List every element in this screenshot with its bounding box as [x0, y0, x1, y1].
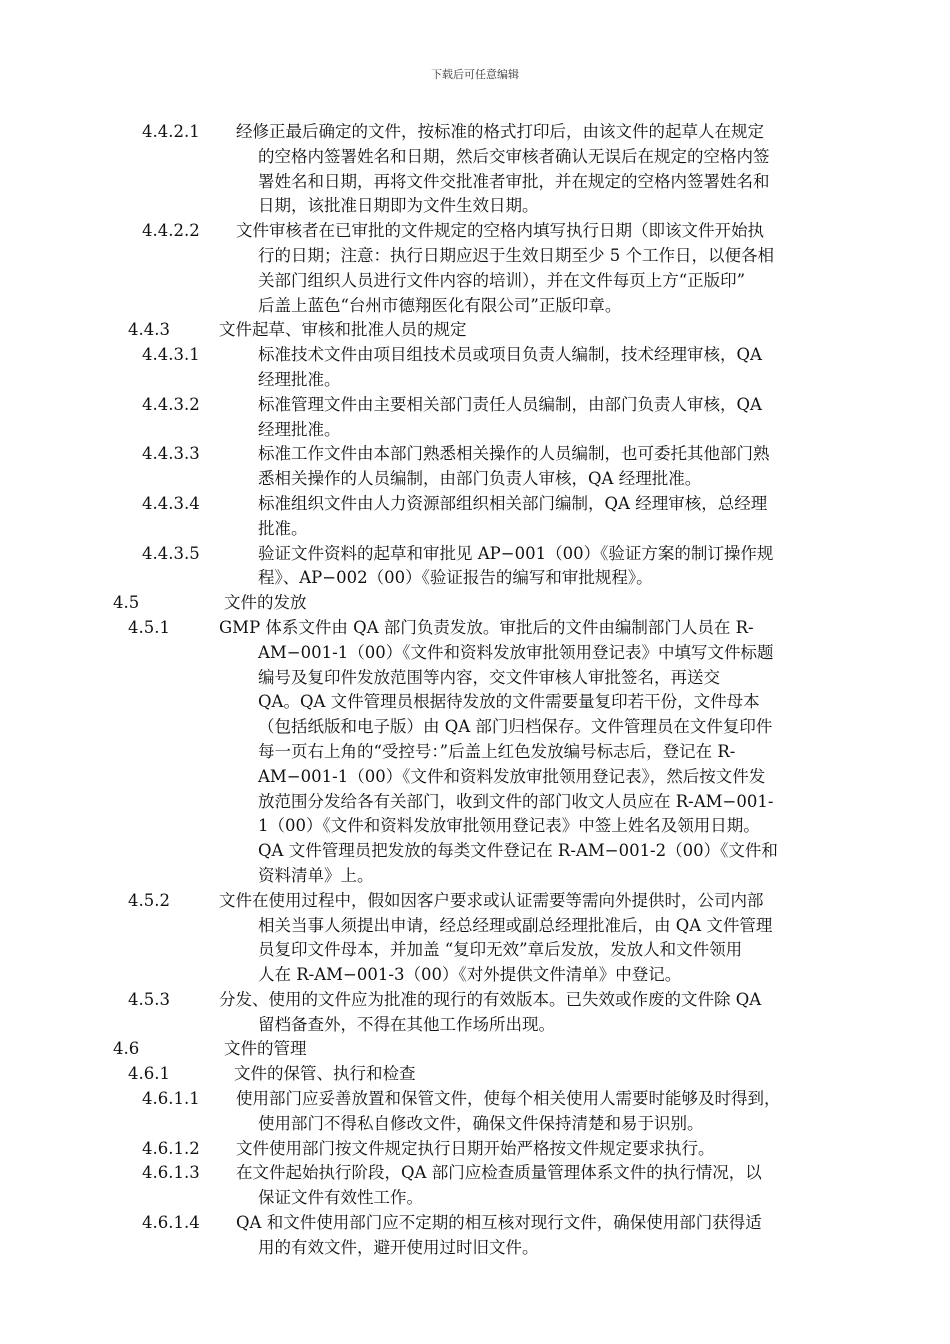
section-text: 文件审核者在已审批的文件规定的空格内填写执行日期（即该文件开始执 — [236, 221, 764, 241]
section-text-continuation: 署姓名和日期，再将文件交批准者审批，并在规定的空格内签署姓名和 — [258, 171, 770, 191]
section-number: 4.6.1 — [128, 1064, 170, 1084]
section-item — [0, 1037, 950, 1062]
section-text-continuation: 用的有效文件，避开使用过时旧文件。 — [258, 1237, 539, 1257]
section-text: GMP 体系文件由 QA 部门负责发放。审批后的文件由编制部门人员在 R- — [219, 617, 754, 637]
section-text: 验证文件资料的起草和审批见 AP−001（00）《验证方案的制订操作规 — [258, 543, 774, 563]
section-number: 4.4.3.4 — [142, 493, 200, 513]
section-number: 4.4.2.2 — [142, 221, 200, 241]
section-number: 4.5.1 — [128, 617, 170, 637]
section-item — [0, 1137, 950, 1162]
section-text-continuation: 经理批准。 — [258, 419, 341, 439]
section-item — [0, 889, 950, 988]
section-number: 4.4.3 — [128, 320, 170, 340]
section-text-continuation: 程》、AP−002（00）《验证报告的编写和审批规程》。 — [258, 568, 653, 588]
section-text: 经修正最后确定的文件，按标准的格式打印后，由该文件的起草人在规定 — [236, 122, 764, 141]
section-item — [0, 492, 950, 542]
section-number: 4.6.1.2 — [142, 1138, 200, 1158]
section-text: 文件的保管、执行和检查 — [234, 1064, 416, 1084]
section-text: 在文件起始执行阶段，QA 部门应检查质量管理体系文件的执行情况，以 — [236, 1163, 762, 1183]
section-text-continuation: （包括纸版和电子版）由 QA 部门归档保存。文件管理员在文件复印件 — [258, 717, 773, 737]
section-text-continuation: 关部门组织人员进行文件内容的培训），并在文件每页上方“正版印” — [258, 270, 746, 290]
section-item — [0, 1062, 950, 1087]
section-text: 标准工作文件由本部门熟悉相关操作的人员编制，也可委托其他部门熟 — [258, 444, 770, 464]
section-text-continuation: 批准。 — [258, 518, 308, 538]
section-text: QA 和文件使用部门应不定期的相互核对现行文件，确保使用部门获得适 — [236, 1213, 762, 1233]
section-number: 4.5.2 — [128, 890, 170, 910]
section-text-continuation: 每一页右上角的“受控号：”后盖上红色发放编号标志后，登记在 R- — [258, 741, 736, 761]
section-item — [0, 120, 950, 219]
section-item — [0, 988, 950, 1038]
section-text: 文件的发放 — [224, 593, 307, 613]
section-text: 文件起草、审核和批准人员的规定 — [219, 320, 467, 340]
section-text-continuation: 使用部门不得私自修改文件，确保文件保持清楚和易于识别。 — [258, 1113, 704, 1133]
section-number: 4.4.3.2 — [142, 394, 200, 414]
section-text-continuation: 员复印文件母本，并加盖 “复印无效”章后发放，发放人和文件领用 — [258, 940, 743, 960]
section-text-continuation: QA。QA 文件管理员根据待发放的文件需要量复印若干份，文件母本 — [258, 692, 760, 712]
section-text-continuation: 悉相关操作的人员编制，由部门负责人审核，QA 经理批准。 — [258, 469, 702, 489]
section-number: 4.5.3 — [128, 989, 170, 1009]
section-text-continuation: 相关当事人须提出申请，经总经理或副总经理批准后，由 QA 文件管理 — [258, 915, 773, 935]
section-number: 4.5 — [113, 593, 140, 613]
section-text-continuation: 保证文件有效性工作。 — [258, 1188, 423, 1208]
section-text-continuation: 留档备查外，不得在其他工作场所出现。 — [258, 1014, 555, 1034]
section-text-continuation: QA 文件管理员把发放的每类文件登记在 R-AM−001-2（00）《文件和 — [258, 841, 778, 861]
section-item — [0, 343, 950, 393]
section-item — [0, 219, 950, 318]
section-text-continuation: 放范围分发给各有关部门，收到文件的部门收文人员应在 R-AM−001- — [258, 791, 774, 811]
section-number: 4.4.3.1 — [142, 345, 200, 365]
section-text: 标准管理文件由主要相关部门责任人员编制，由部门负责人审核，QA — [258, 394, 762, 414]
section-item — [0, 616, 950, 889]
section-text: 文件在使用过程中，假如因客户要求或认证需要等需向外提供时，公司内部 — [219, 890, 764, 910]
section-text: 文件使用部门按文件规定执行日期开始严格按文件规定要求执行。 — [236, 1138, 715, 1158]
section-text-continuation: 后盖上蓝色“台州市德翔医化有限公司”正版印章。 — [258, 295, 622, 315]
section-text-continuation: 资料清单》上。 — [258, 865, 374, 885]
section-text: 标准组织文件由人力资源部组织相关部门编制，QA 经理审核，总经理 — [258, 493, 768, 513]
section-number: 4.6.1.1 — [142, 1089, 200, 1109]
section-text-continuation: 经理批准。 — [258, 369, 341, 389]
document-body — [0, 120, 950, 1261]
section-text-continuation: AM−001-1（00）《文件和资料发放审批领用登记表》中填写文件标题 — [258, 642, 774, 662]
section-text: 分发、使用的文件应为批准的现行的有效版本。已失效或作废的文件除 QA — [219, 989, 762, 1009]
section-number: 4.6 — [113, 1039, 140, 1059]
section-text: 文件的管理 — [224, 1039, 307, 1059]
section-number: 4.6.1.3 — [142, 1163, 200, 1183]
section-item — [0, 591, 950, 616]
section-text-continuation: AM−001-1（00）《文件和资料发放审批领用登记表》，然后按文件发 — [258, 766, 766, 786]
section-item — [0, 318, 950, 343]
section-item — [0, 1211, 950, 1261]
section-number: 4.4.3.5 — [142, 543, 200, 563]
section-text-continuation: 编号及复印件发放范围等内容，交文件审核人审批签名，再送交 — [258, 667, 720, 687]
section-item — [0, 442, 950, 492]
section-item — [0, 1161, 950, 1211]
section-text-continuation: 人在 R-AM−001-3（00）《对外提供文件清单》中登记。 — [258, 965, 682, 985]
section-text: 标准技术文件由项目组技术员或项目负责人编制，技术经理审核，QA — [258, 345, 762, 365]
section-item — [0, 393, 950, 443]
section-text-continuation: 1（00）《文件和资料发放审批领用登记表》中签上姓名及领用日期。 — [258, 816, 760, 836]
section-text: 使用部门应妥善放置和保管文件，使每个相关使用人需要时能够及时得到， — [236, 1089, 781, 1109]
section-text-continuation: 行的日期；注意：执行日期应迟于生效日期至少 5 个工作日，以便各相 — [258, 245, 774, 265]
section-item — [0, 542, 950, 592]
section-number: 4.6.1.4 — [142, 1213, 200, 1233]
page-header-note: 下载后可任意编辑 — [431, 68, 519, 81]
section-text-continuation: 日期，该批准日期即为文件生效日期。 — [258, 196, 539, 216]
section-number: 4.4.2.1 — [142, 122, 200, 141]
section-item — [0, 1087, 950, 1137]
section-number: 4.4.3.3 — [142, 444, 200, 464]
section-text-continuation: 的空格内签署姓名和日期，然后交审核者确认无误后在规定的空格内签 — [258, 146, 770, 166]
